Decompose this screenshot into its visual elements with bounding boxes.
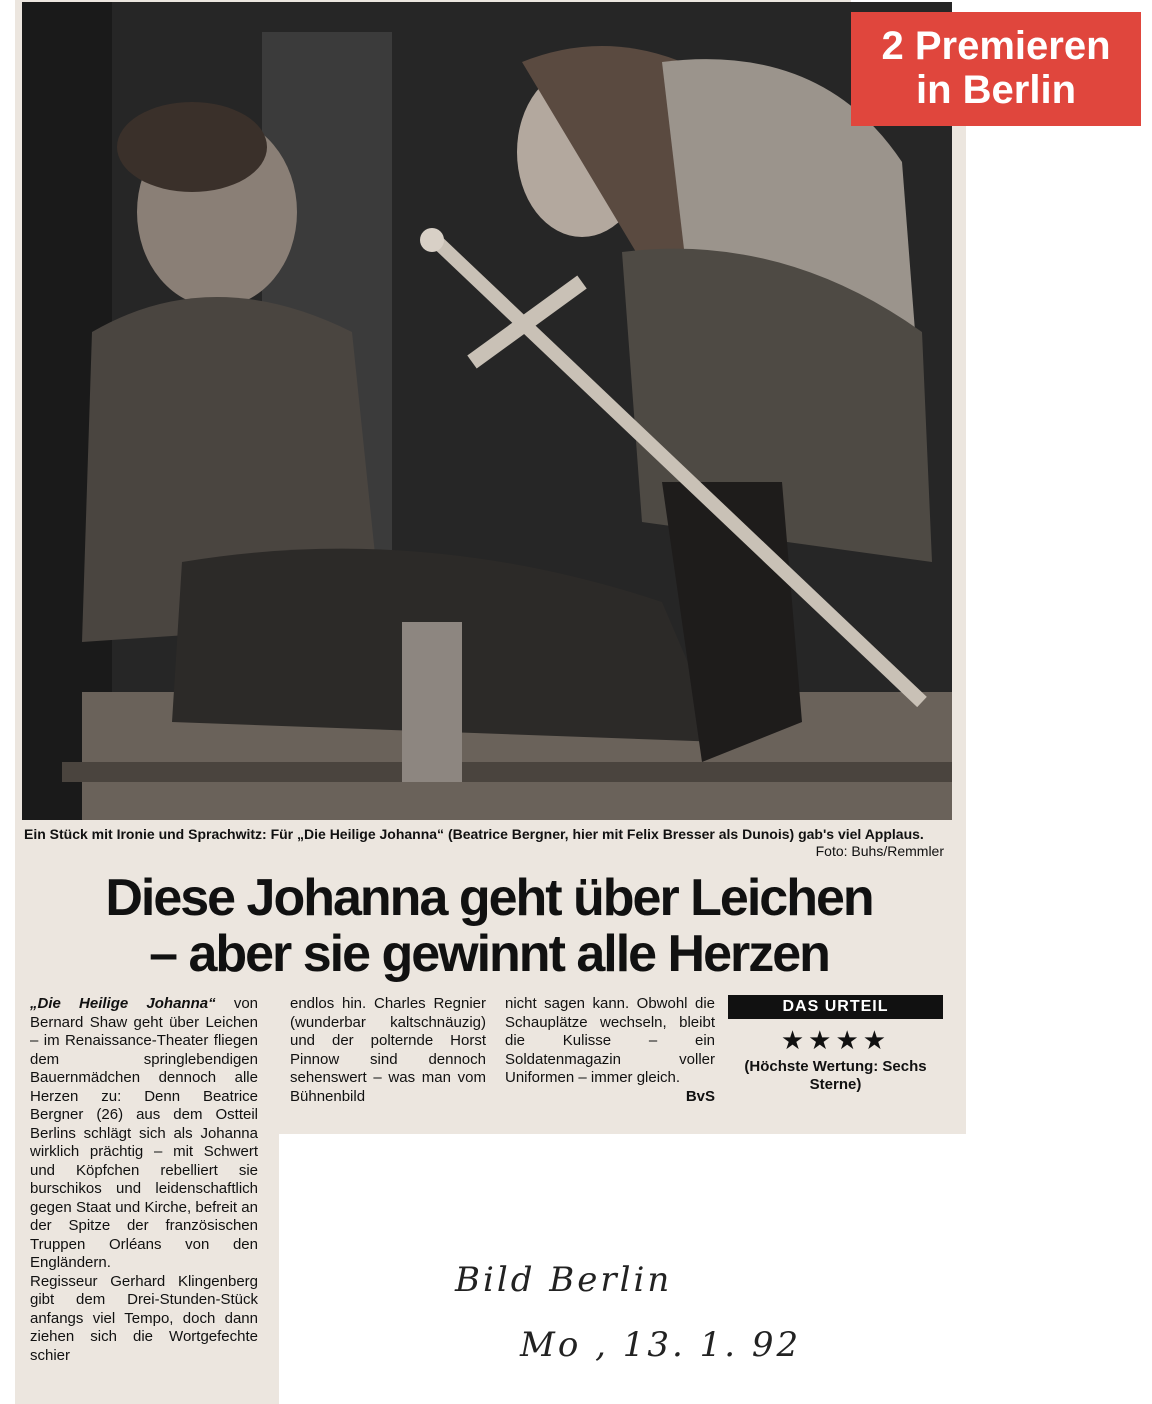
premiere-badge — [851, 12, 1141, 126]
verdict-title: DAS URTEIL — [728, 995, 943, 1019]
verdict-box — [728, 995, 943, 1094]
photo-credit: Foto: Buhs/Remmler — [815, 843, 944, 859]
column-1-text-2: Regisseur Gerhard Klingenberg gibt dem Drei-Stunden-Stück anfangs viel Tempo, doch dann ziehen sich die Wortgefechte schier — [30, 1272, 258, 1364]
badge-line-2: in Berlin — [915, 68, 1077, 112]
column-1-text: von Bernard Shaw geht über Leichen – im Renaissance-Theater fliegen dem springlebendigen Bauernmädchen dennoch alle Herzen zu: Denn Beatrice Bergner (26) aus dem Ostteil Berlins schlägt sich als Johanna wirklich prächtig – mit Schwert und Köpfchen rebelliert sie burschikos und leidenschaftlich gegen Staat und Kirche, befreit an der Spitze der französischen Truppen Orléans von den Engländern. — [30, 995, 258, 1271]
article-column-2 — [290, 995, 486, 1106]
article-column-1 — [30, 995, 258, 1365]
star-rating: ★★★★ — [780, 1025, 891, 1055]
article-column-3 — [505, 995, 715, 1106]
caption-text: Ein Stück mit Ironie und Sprachwitz: Für „Die Heilige Johanna“ (Beatrice Bergner, hier mit Felix Bresser als Dunois) gab's viel Applaus. — [24, 826, 924, 842]
headline-line-2: – aber sie gewinnt alle Herzen — [149, 925, 829, 983]
photo-illustration — [22, 2, 952, 820]
article-headline — [24, 870, 954, 982]
badge-line-1: 2 Premieren — [881, 24, 1111, 68]
stage-photo — [22, 2, 952, 820]
play-title: „Die Heilige Johanna“ — [30, 995, 216, 1012]
rating-note: (Höchste Wertung: Sechs Sterne) — [744, 1058, 927, 1093]
handwritten-date: Mo , 13. 1. 92 — [520, 1325, 802, 1365]
author-signature: BvS — [685, 1087, 715, 1105]
column-2-text: endlos hin. Charles Regnier (wunderbar kaltschnäuzig) und der polternde Horst Pinnow sind dennoch sehenswert – was man vom Bühnenbild — [290, 995, 486, 1105]
headline-line-1: Diese Johanna geht über Leichen — [105, 869, 873, 927]
column-3-text: nicht sagen kann. Obwohl die Schauplätze wechseln, bleibt die Kulisse – ein Soldatenmagazin voller Uniformen – immer gleich. — [505, 995, 715, 1086]
handwritten-source: Bild Berlin — [455, 1260, 673, 1300]
photo-caption — [24, 826, 944, 860]
